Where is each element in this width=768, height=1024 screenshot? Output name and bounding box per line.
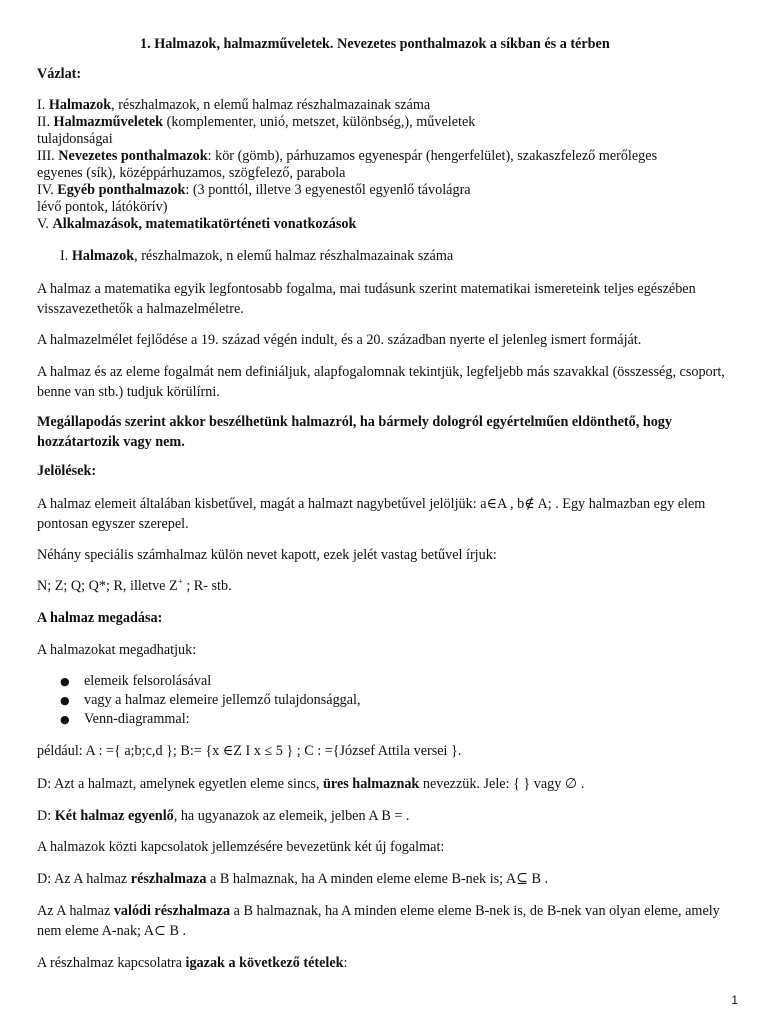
paragraph-6: Néhány speciális számhalmaz külön nevet kapott, ezek jelét vastag betűvel írjuk:	[37, 547, 497, 563]
paragraph-10: D: Azt a halmazt, amelynek egyetlen eleme sincs, üres halmaznak nevezzük. Jele: { } vagy ∅ .	[37, 776, 585, 792]
outline-item-3-cont: egyenes (sík), középpárhuzamos, szögfelező, parabola	[37, 165, 346, 181]
outline-item-4-cont: lévő pontok, látókörív)	[37, 199, 168, 215]
section-heading-1: I. Halmazok, részhalmazok, n elemű halmaz részhalmazainak száma	[60, 248, 454, 264]
outline-item-4: IV. Egyéb ponthalmazok: (3 ponttól, illetve 3 egyenestől egyenlő távolágra	[37, 182, 471, 198]
paragraph-15: A részhalmaz kapcsolatra igazak a következő tételek:	[37, 955, 348, 971]
paragraph-4-bold: Megállapodás szerint akkor beszélhetünk halmazról, ha bármely dologról egyértelműen eldönthető, hogy hozzátartozik vagy nem.	[37, 414, 672, 450]
bullet-list	[37, 672, 738, 729]
document-heading: 1. Halmazok, halmazműveletek. Nevezetes ponthalmazok a síkban és a térben	[140, 36, 610, 52]
paragraph-1: A halmaz a matematika egyik legfontosabb fogalma, mai tudásunk szerint matematikai ismereteink teljes egészében visszavezethetők a halmazelméletre.	[37, 281, 696, 317]
outline-item-3: III. Nevezetes ponthalmazok: kör (gömb), párhuzamos egyenespár (hengerfelület), szakaszfelező merőleges	[37, 148, 658, 164]
bullet-icon: ●	[60, 713, 70, 726]
paragraph-2: A halmazelmélet fejlődése a 19. század végén indult, és a 20. században nyerte el jelenleg ismert formáját.	[37, 332, 642, 348]
list-item: ● vagy a halmaz elemeire jellemző tulajdonsággal,	[60, 692, 361, 708]
paragraph-8: A halmazokat megadhatjuk:	[37, 642, 197, 658]
paragraph-5: A halmaz elemeit általában kisbetűvel, magát a halmazt nagybetűvel jelöljük: a∈A , b∉ A; . Egy halmazban egy elem pontosan egyszer szerepel.	[37, 496, 706, 532]
outline-item-2-cont: tulajdonságai	[37, 131, 113, 147]
paragraph-13: D: Az A halmaz részhalmaza a B halmaznak, ha A minden eleme eleme B-nek is; A⊆ B .	[37, 871, 549, 887]
paragraph-12: A halmazok közti kapcsolatok jellemzésére bevezetünk két új fogalmat:	[37, 839, 445, 855]
page-number: 1	[731, 993, 738, 1007]
list-item: ● Venn-diagrammal:	[60, 711, 190, 727]
subheading-megadas: A halmaz megadása:	[37, 610, 163, 626]
subheading-jelolesek: Jelölések:	[37, 463, 97, 479]
list-item: ● elemeik felsorolásával	[60, 673, 212, 689]
paragraph-9: például: A : ={ a;b;c,d }; B:= {x ∈Z I x ≤ 5 } ; C : ={József Attila versei }.	[37, 743, 462, 759]
paragraph-14: Az A halmaz valódi részhalmaza a B halmaznak, ha A minden eleme eleme B-nek is, de B-nek van olyan eleme, amely nem eleme A-nak; A⊂ B .	[37, 903, 720, 939]
outline-title: Vázlat:	[37, 66, 82, 82]
outline-item-5: V. Alkalmazások, matematikatörténeti vonatkozások	[37, 216, 357, 232]
bullet-icon: ●	[60, 675, 70, 688]
paragraph-11: D: Két halmaz egyenlő, ha ugyanazok az elemeik, jelben A B = .	[37, 808, 410, 824]
paragraph-7: N; Z; Q; Q*; R, illetve Z+ ; R- stb.	[37, 576, 232, 594]
paragraph-3: A halmaz és az eleme fogalmát nem definiáljuk, alapfogalomnak tekintjük, legfeljebb más szavakkal (összesség, csoport, benne van stb.) tudjuk körülírni.	[37, 364, 725, 400]
bullet-icon: ●	[60, 694, 70, 707]
outline-item-2: II. Halmazműveletek (komplementer, unió, metszet, különbség,), műveletek	[37, 114, 476, 130]
outline-item-1: I. Halmazok, részhalmazok, n elemű halmaz részhalmazainak száma	[37, 97, 431, 113]
